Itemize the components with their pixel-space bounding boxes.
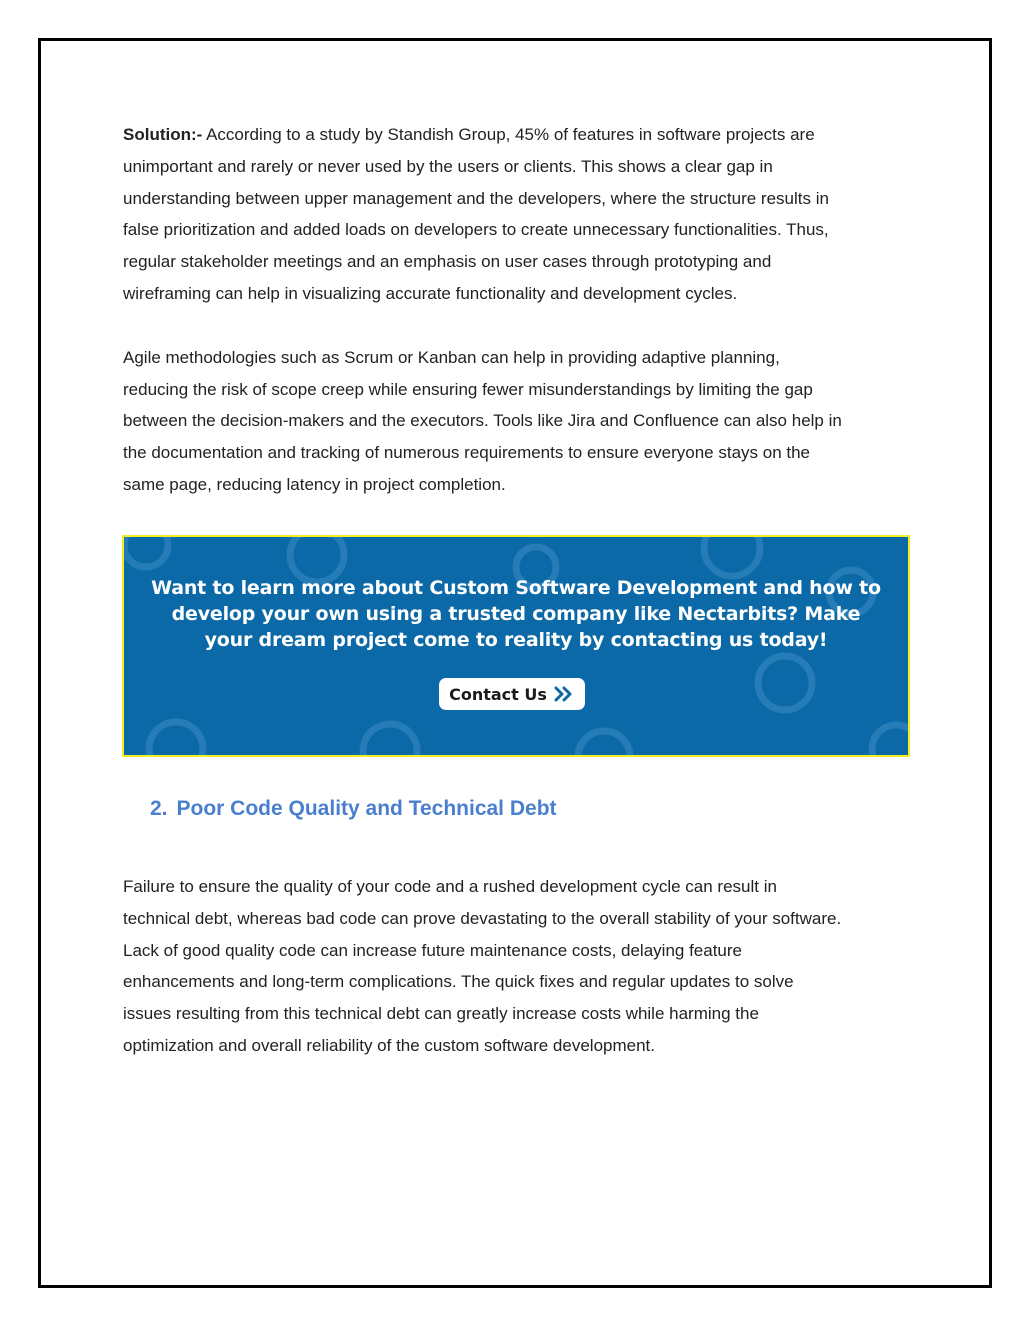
agile-line-5: same page, reducing latency in project completion. xyxy=(123,474,506,494)
section-heading xyxy=(150,795,557,823)
code-line-3: Lack of good quality code can increase future maintenance costs, delaying feature xyxy=(123,940,742,960)
code-quality-paragraph xyxy=(123,871,913,1062)
code-line-5: issues resulting from this technical debt can greatly increase costs while harming the xyxy=(123,1004,759,1024)
code-line-2: technical debt, whereas bad code can prove devastating to the overall stability of your software. xyxy=(123,908,842,928)
solution-paragraph xyxy=(123,119,913,310)
cta-line-2: develop your own using a trusted company like Nectarbits? Make xyxy=(171,603,861,625)
agile-line-1: Agile methodologies such as Scrum or Kanban can help in providing adaptive planning, xyxy=(123,347,780,367)
cta-line-1: Want to learn more about Custom Software Development and how to xyxy=(151,577,881,599)
cta-banner[interactable] xyxy=(122,535,910,757)
agile-line-3: between the decision-makers and the executors. Tools like Jira and Confluence can also help in xyxy=(123,411,842,431)
contact-us-button[interactable] xyxy=(439,678,585,710)
contact-us-label: Contact Us xyxy=(449,684,547,704)
bottom-content xyxy=(123,871,913,1062)
solution-line-3: understanding between upper management and the developers, where the structure results in xyxy=(123,188,829,208)
agile-paragraph xyxy=(123,342,913,501)
solution-line-6: wireframing can help in visualizing accurate functionality and development cycles. xyxy=(123,283,738,303)
cta-line-3: your dream project come to reality by contacting us today! xyxy=(204,629,828,651)
agile-line-2: reducing the risk of scope creep while ensuring fewer misunderstandings by limiting the gap xyxy=(123,379,813,399)
section-number: 2. xyxy=(150,797,168,820)
top-content xyxy=(123,119,913,501)
cta-message xyxy=(144,575,888,653)
code-line-6: optimization and overall reliability of the custom software development. xyxy=(123,1035,655,1055)
code-line-4: enhancements and long-term complications. The quick fixes and regular updates to solve xyxy=(123,972,794,992)
solution-line-4: false prioritization and added loads on developers to create unnecessary functionalities. Thus, xyxy=(123,220,829,240)
page-frame xyxy=(38,38,992,1288)
section-title: Poor Code Quality and Technical Debt xyxy=(176,797,557,820)
solution-line-1: According to a study by Standish Group, 45% of features in software projects are xyxy=(202,125,815,144)
solution-line-5: regular stakeholder meetings and an emphasis on user cases through prototyping and xyxy=(123,252,772,272)
solution-label: Solution:- xyxy=(123,125,203,144)
agile-line-4: the documentation and tracking of numerous requirements to ensure everyone stays on the xyxy=(123,443,811,463)
solution-line-2: unimportant and rarely or never used by the users or clients. This shows a clear gap in xyxy=(123,156,773,176)
code-line-1: Failure to ensure the quality of your code and a rushed development cycle can result in xyxy=(123,877,777,896)
double-chevron-right-icon xyxy=(553,686,575,702)
